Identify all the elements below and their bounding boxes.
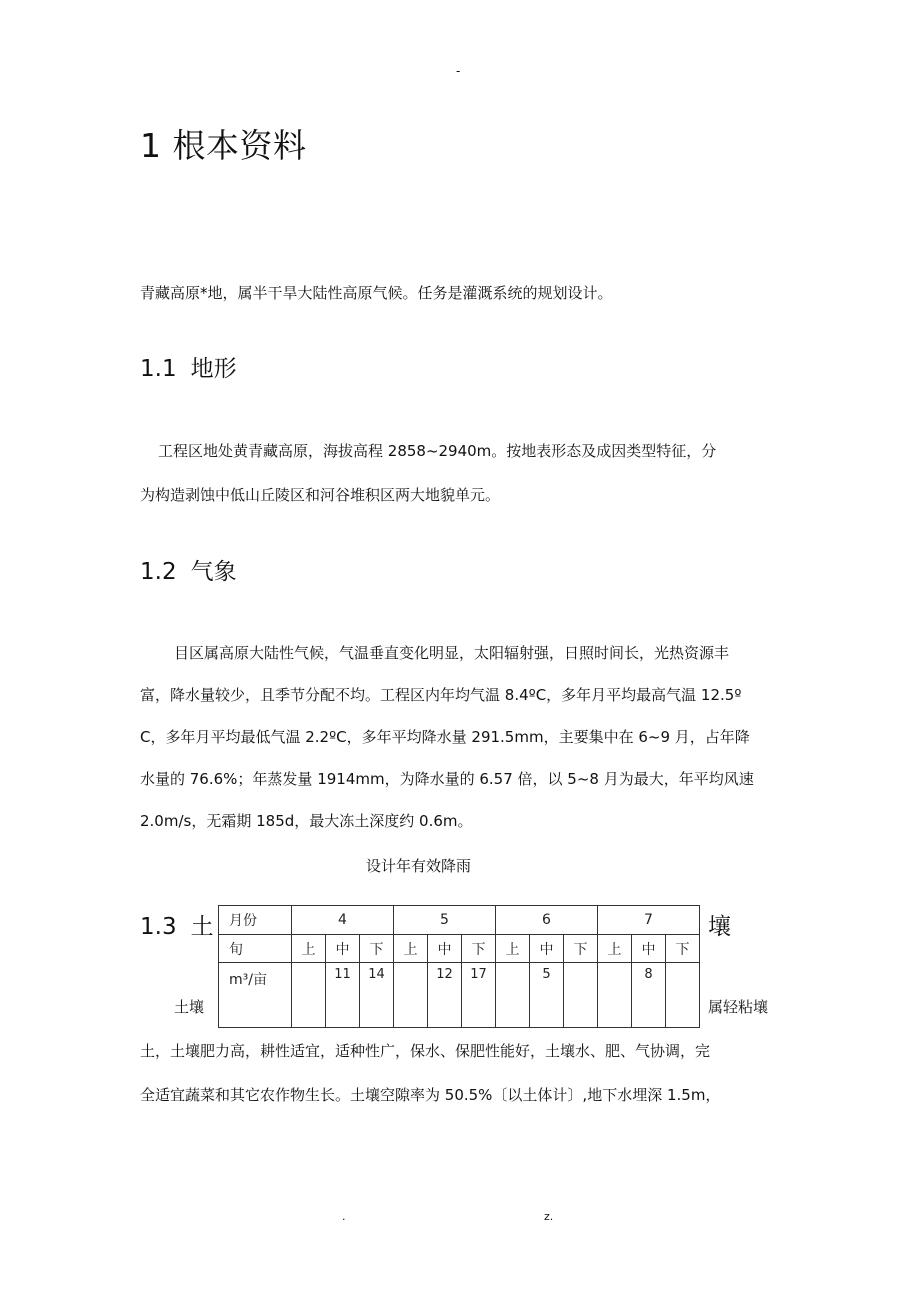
period-cell: 上 — [292, 935, 326, 963]
value-cell — [598, 963, 632, 1028]
value-cell: 14 — [360, 963, 394, 1028]
section-heading-climate — [140, 553, 237, 586]
table-row-months — [219, 906, 700, 935]
section-title-tail: 壤 — [708, 914, 731, 940]
climate-line-2: 富，降水量较少，且季节分配不均。工程区内年均气温 8.4ºC，多年月平均最高气温 12.5º — [140, 686, 742, 704]
header-mark: - — [456, 64, 461, 78]
month-cell: 7 — [598, 906, 700, 935]
soil-fragment-left: 土壤 — [174, 998, 205, 1016]
value-cell — [666, 963, 700, 1028]
period-cell: 中 — [326, 935, 360, 963]
soil-line-3: 全适宜蔬菜和其它农作物生长。土壤空隙率为 50.5%〔以土体计〕,地下水埋深 1.5m， — [140, 1086, 721, 1104]
value-cell: 12 — [428, 963, 462, 1028]
section-heading-soil — [140, 908, 214, 941]
period-cell: 上 — [598, 935, 632, 963]
intro-paragraph: 青藏高原*地，属半干旱大陆性高原气候。任务是灌溉系统的规划设计。 — [140, 284, 613, 302]
period-cell: 下 — [564, 935, 598, 963]
section-number: 1.1 — [140, 356, 177, 382]
month-cell: 6 — [496, 906, 598, 935]
section-heading-terrain — [140, 350, 237, 383]
climate-line-4: 水量的 76.6%；年蒸发量 1914mm，为降水量的 6.57 倍，以 5~8 月为最大，年平均风速 — [140, 770, 754, 788]
value-cell — [394, 963, 428, 1028]
footer-right-mark: z. — [544, 1210, 554, 1223]
terrain-line-2: 为构造剥蚀中低山丘陵区和河谷堆积区两大地貌单元。 — [140, 486, 501, 504]
value-cell: 8 — [632, 963, 666, 1028]
row-label-period: 旬 — [219, 935, 292, 963]
period-cell: 下 — [360, 935, 394, 963]
page-title: 1 根本资料 — [140, 126, 307, 165]
rainfall-table — [218, 905, 700, 1028]
period-cell: 上 — [496, 935, 530, 963]
value-cell: 5 — [530, 963, 564, 1028]
value-cell — [292, 963, 326, 1028]
soil-line-2: 土，土壤肥力高，耕性适宜，适种性广，保水、保肥性能好，土壤水、肥、气协调，完 — [140, 1042, 711, 1060]
footer-left-mark: . — [342, 1210, 346, 1223]
table-row-values — [219, 963, 700, 1028]
row-label-value: m³/亩 — [219, 963, 292, 1028]
climate-line-5: 2.0m/s，无霜期 185d，最大冻土深度约 0.6m。 — [140, 812, 473, 830]
section-number: 1.2 — [140, 559, 177, 585]
month-cell: 4 — [292, 906, 394, 935]
period-cell: 中 — [632, 935, 666, 963]
value-cell — [564, 963, 598, 1028]
soil-fragment-right: 属轻粘壤 — [708, 998, 769, 1016]
period-cell: 下 — [666, 935, 700, 963]
section-title: 气象 — [190, 559, 237, 585]
row-label-month: 月份 — [219, 906, 292, 935]
table-caption: 设计年有效降雨 — [366, 857, 472, 875]
value-cell: 17 — [462, 963, 496, 1028]
table-row-periods — [219, 935, 700, 963]
value-cell — [496, 963, 530, 1028]
period-cell: 中 — [530, 935, 564, 963]
period-cell: 下 — [462, 935, 496, 963]
period-cell: 中 — [428, 935, 462, 963]
section-number: 1.3 — [140, 914, 177, 940]
value-cell: 11 — [326, 963, 360, 1028]
terrain-line-1: 工程区地处黄青藏高原，海拔高程 2858~2940m。按地表形态及成因类型特征，分 — [158, 442, 717, 460]
section-title: 地形 — [190, 356, 237, 382]
climate-line-3: C，多年月平均最低气温 2.2ºC，多年平均降水量 291.5mm，主要集中在 6~9 月，占年降 — [140, 728, 750, 746]
period-cell: 上 — [394, 935, 428, 963]
month-cell: 5 — [394, 906, 496, 935]
section-title: 土 — [190, 914, 214, 940]
climate-line-1: 目区属高原大陆性气候，气温垂直变化明显，太阳辐射强，日照时间长，光热资源丰 — [174, 644, 730, 662]
